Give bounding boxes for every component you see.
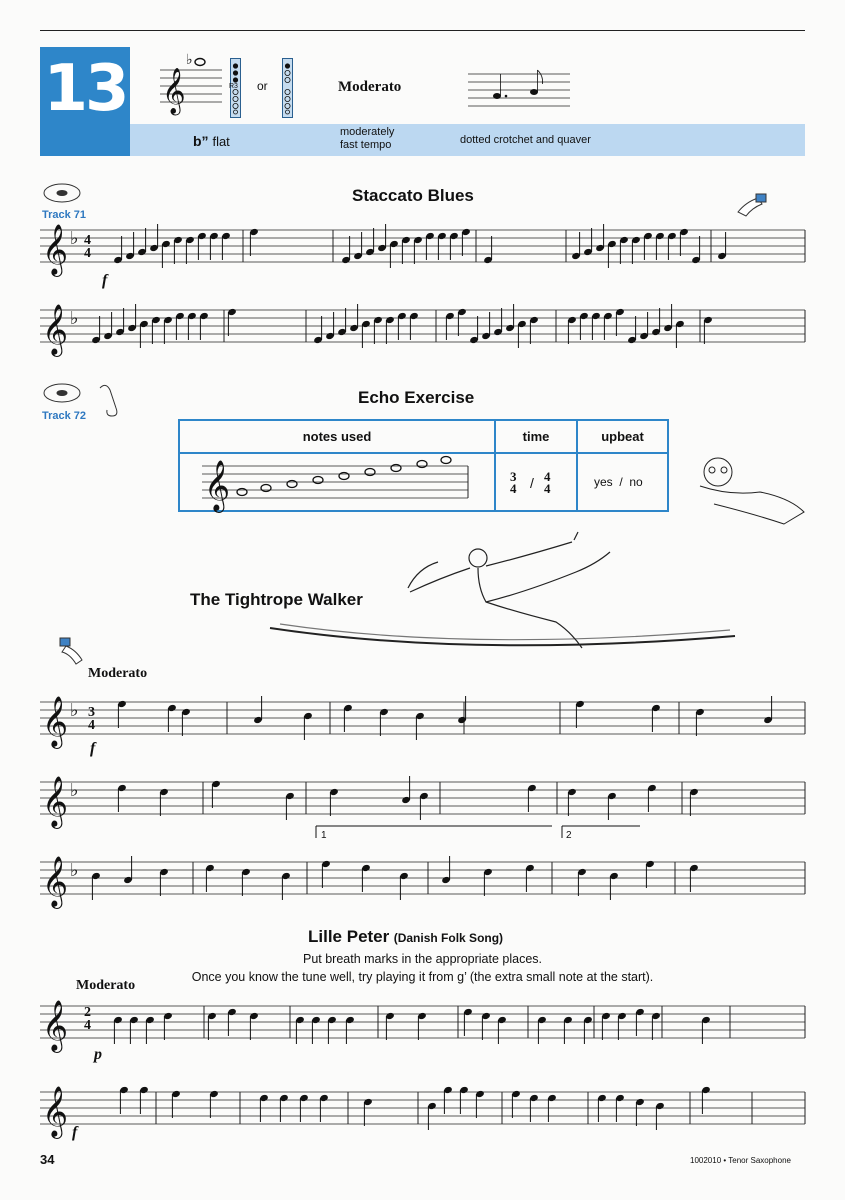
new-note-name: b” flat <box>193 133 230 149</box>
staccato-time-signature: 4 4 <box>84 233 91 261</box>
staccato-blues-title: Staccato Blues <box>352 186 474 205</box>
staccato-blues-staff-1 <box>40 224 805 277</box>
upbeat-options[interactable]: yes / no <box>594 475 643 489</box>
staccato-dynamic: f <box>102 272 108 289</box>
time-header: time <box>496 421 576 454</box>
first-ending-number: 1 <box>321 830 327 841</box>
tightrope-time-signature: 3 4 <box>88 705 95 733</box>
svg-text:𝄞: 𝄞 <box>42 304 69 355</box>
svg-text:♭: ♭ <box>70 700 79 721</box>
time-option-4-4[interactable]: 4 4 <box>544 469 551 496</box>
lille-peter-time-signature: 2 4 <box>84 1005 91 1033</box>
lille-peter-title: Lille Peter (Danish Folk Song) <box>308 927 504 946</box>
lille-peter-staff-1 <box>40 1000 805 1053</box>
svg-text:𝄞: 𝄞 <box>42 1086 69 1137</box>
tightrope-staff-3 <box>40 826 805 909</box>
tightrope-walker-illustration <box>270 532 735 648</box>
cd-icon-track-72 <box>44 384 80 402</box>
lille-peter-dynamic-p: p <box>94 1046 102 1063</box>
notes-used-header: notes used <box>180 421 494 454</box>
rhythm-description: dotted crotchet and quaver <box>460 134 591 146</box>
svg-text:𝄞: 𝄞 <box>204 460 231 511</box>
svg-text:♭: ♭ <box>70 780 79 801</box>
track-72-label: Track 72 <box>42 410 87 422</box>
thinking-figure-illustration <box>700 458 804 524</box>
svg-text:♭: ♭ <box>70 308 79 329</box>
lesson-number: 13 <box>43 52 127 126</box>
tightrope-walker-title: The Tightrope Walker <box>190 590 363 609</box>
echo-notes-used-staff <box>202 457 468 514</box>
pointing-hand-icon-1 <box>738 194 766 216</box>
saxophone-icon <box>100 385 117 416</box>
page-number: 34 <box>40 1152 55 1167</box>
tightrope-tempo: Moderato <box>88 666 148 681</box>
upbeat-header: upbeat <box>578 421 667 454</box>
svg-text:♭: ♭ <box>70 228 79 249</box>
fingering-key-label: R3 <box>229 83 238 90</box>
tightrope-staff-2 <box>40 776 805 829</box>
svg-text:𝄞: 𝄞 <box>42 696 69 747</box>
publication-code: 1002010 • Tenor Saxophone <box>690 1156 791 1165</box>
lille-peter-dynamic-f: f <box>72 1124 78 1141</box>
svg-text:𝄞: 𝄞 <box>42 1000 69 1051</box>
undefined <box>113 1008 711 1044</box>
lille-peter-instruction-1: Put breath marks in the appropriate places. <box>302 952 543 966</box>
svg-text:♭: ♭ <box>186 51 193 67</box>
fingering-or: or <box>257 79 268 93</box>
svg-text:𝄞: 𝄞 <box>42 776 69 827</box>
cd-icon-track-71 <box>44 184 80 202</box>
lille-peter-staff-2 <box>40 1086 805 1139</box>
time-separator: / <box>530 475 534 491</box>
svg-text:𝄞: 𝄞 <box>162 68 186 114</box>
svg-text:𝄞: 𝄞 <box>42 224 69 275</box>
svg-text:𝄞: 𝄞 <box>42 856 69 907</box>
header-rhythm-staff <box>468 70 570 106</box>
time-option-3-4[interactable]: 3 4 <box>510 469 517 496</box>
lille-peter-instruction-2: Once you know the tune well, try playing it from g’ (the extra small note at the start). <box>191 970 654 984</box>
tightrope-staff-1 <box>40 696 805 749</box>
echo-exercise-title: Echo Exercise <box>358 388 475 407</box>
tempo-description: moderately fast tempo <box>340 126 395 151</box>
staccato-blues-staff-2 <box>40 304 805 357</box>
second-ending-number: 2 <box>566 830 572 841</box>
lille-peter-tempo: Moderato <box>76 978 136 993</box>
tightrope-dynamic: f <box>90 740 96 757</box>
tempo-term: Moderato <box>338 79 402 95</box>
svg-text:♭: ♭ <box>70 860 79 881</box>
pointing-hand-icon-2 <box>60 638 82 664</box>
header-note-staff <box>160 51 222 116</box>
track-71-label: Track 71 <box>42 209 87 221</box>
